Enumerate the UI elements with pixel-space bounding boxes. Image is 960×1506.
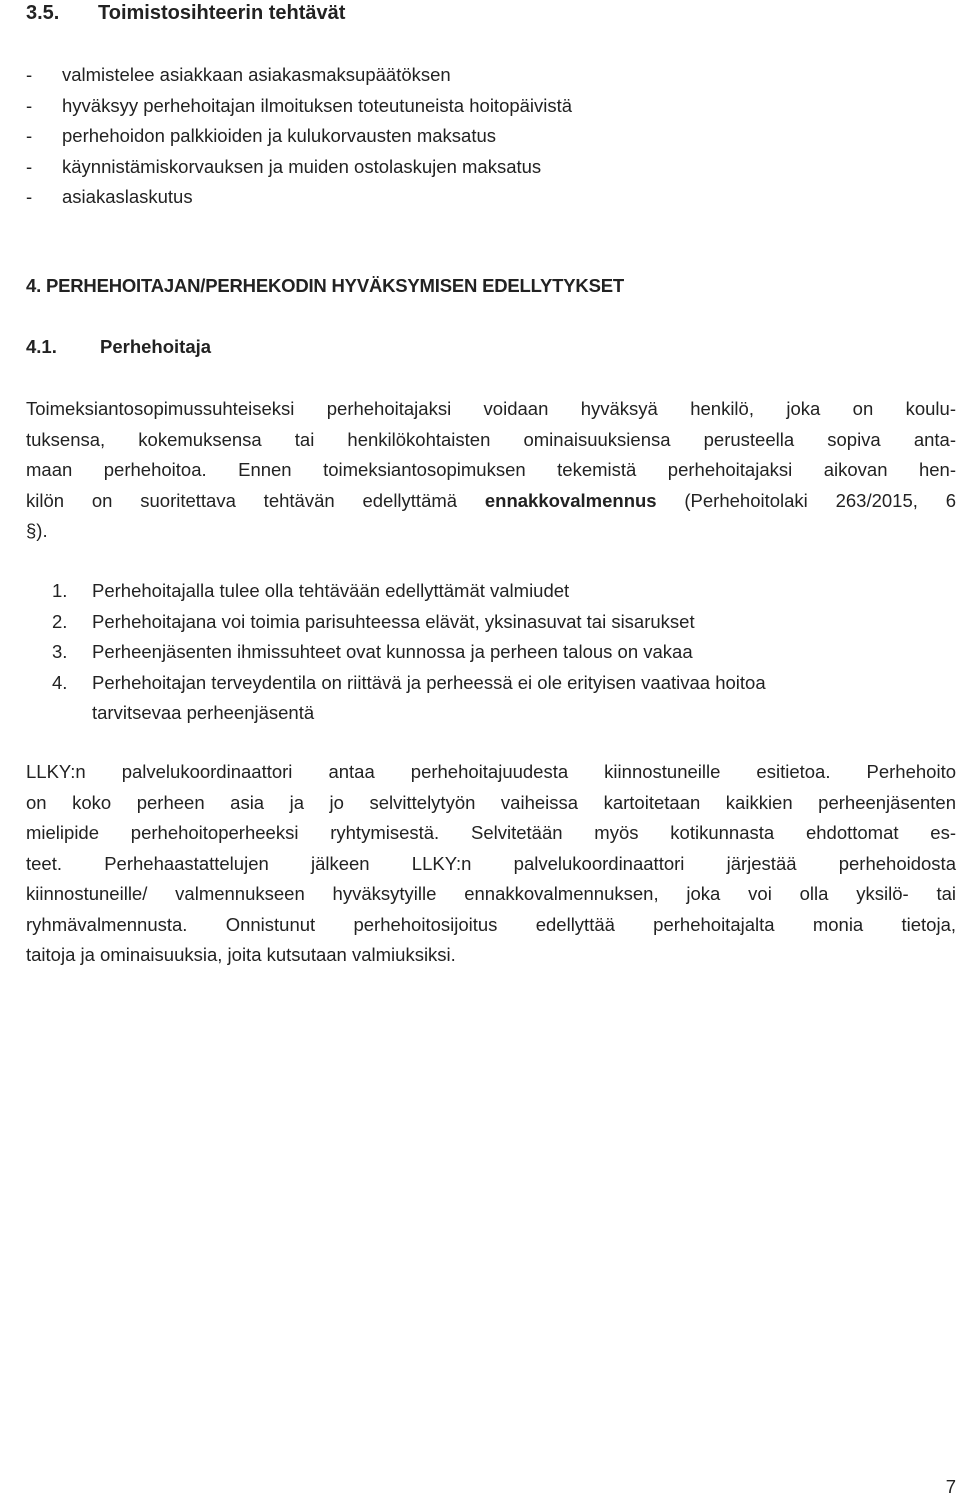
paragraph-process (26, 757, 956, 971)
paragraph-line: on koko perheen asia ja jo selvittelytyön vaiheissa kartoitetaan kaikkien perheenjäsenten (26, 791, 956, 813)
bold-term: ennakkovalmennus (484, 489, 657, 511)
list-item: 1. Perhehoitajalla tulee olla tehtävään edellyttämät valmiudet (52, 580, 570, 601)
section-4-heading: 4. PERHEHOITAJAN/PERHEKODIN HYVÄKSYMISEN EDELLYTYKSET (26, 275, 624, 296)
paragraph-line: teet. Perhehaastattelujen jälkeen LLKY:n palvelukoordinaattori järjestää perhehoidosta (26, 852, 956, 874)
paragraph-line: ryhmävalmennusta. Onnistunut perhehoitosijoitus edellyttää perhehoitajalta monia tietoja, (26, 913, 956, 935)
section-3-5-heading (26, 0, 345, 26)
section-number: 3.5. (26, 2, 60, 24)
list-item: 4. Perhehoitajan terveydentila on riittävä ja perheessä ei ole erityisen vaativaa hoitoa (52, 671, 766, 693)
list-item-continuation: tarvitsevaa perheenjäsentä (92, 702, 315, 723)
list-item: - hyväksyy perhehoitajan ilmoituksen toteutuneista hoitopäivistä (26, 94, 573, 116)
section-title: Toimistosihteerin tehtävät (98, 2, 346, 24)
list-item: - käynnistämiskorvauksen ja muiden ostolaskujen maksatus (26, 155, 542, 177)
section-number: 4.1. (26, 336, 57, 357)
section-4-1-heading (26, 334, 211, 360)
paragraph-line: Toimeksiantosopimussuhteiseksi perhehoitajaksi voidaan hyväksyä henkilö, joka on koulu- (26, 398, 956, 419)
requirements-list (52, 576, 766, 729)
task-list (26, 60, 572, 213)
list-item: 3. Perheenjäsenten ihmissuhteet ovat kunnossa ja perheen talous on vakaa (52, 641, 693, 662)
paragraph-line: mielipide perhehoitoperheeksi ryhtymisestä. Selvitetään myös kotikunnasta ehdottomat es- (26, 822, 956, 843)
paragraph-line: maan perhehoitoa. Ennen toimeksiantosopimuksen tekemistä perhehoitajaksi aikovan hen- (26, 459, 956, 480)
page-number: 7 (945, 1476, 956, 1497)
paragraph-line: LLKY:n palvelukoordinaattori antaa perhehoitajuudesta kiinnostuneille esitietoa. Perhehoito (26, 761, 956, 782)
list-item: - asiakaslaskutus (26, 186, 193, 207)
paragraph-line: kiinnostuneille/ valmennukseen hyväksytyille ennakkovalmennuksen, joka voi olla yksilö- tai (26, 883, 956, 904)
section-title: Perhehoitaja (100, 336, 212, 357)
list-item: - perhehoidon palkkioiden ja kulukorvausten maksatus (26, 125, 496, 146)
paragraph-line: §). (26, 520, 48, 541)
paragraph-intro (26, 394, 956, 547)
list-item: - valmistelee asiakkaan asiakasmaksupäätöksen (26, 64, 451, 85)
paragraph-line: kilön on suoritettava tehtävän edellyttämä ennakkovalmennus (Perhehoitolaki 263/2015, 6 (26, 489, 956, 511)
paragraph-line: taitoja ja ominaisuuksia, joita kutsutaan valmiuksiksi. (26, 944, 456, 965)
list-item: 2. Perhehoitajana voi toimia parisuhteessa elävät, yksinasuvat tai sisarukset (52, 610, 695, 632)
paragraph-line: tuksensa, kokemuksensa tai henkilökohtaisten ominaisuuksiensa perusteella sopiva anta- (26, 428, 956, 450)
